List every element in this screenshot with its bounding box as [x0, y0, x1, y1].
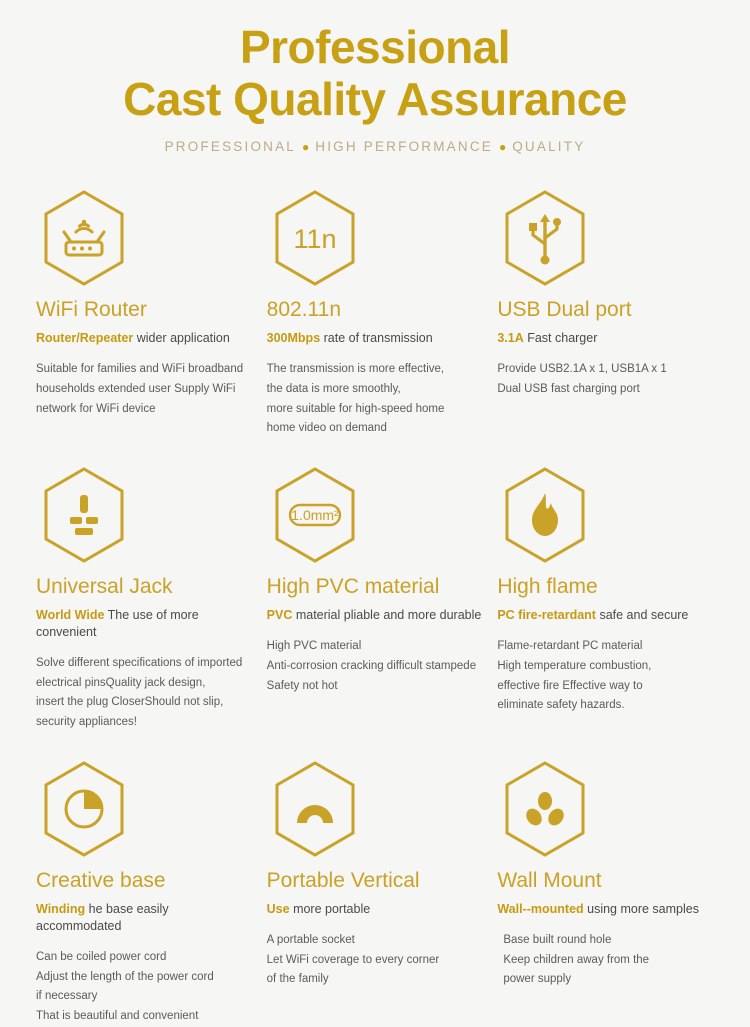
- subtitle-part-3: QUALITY: [512, 139, 586, 155]
- card-body-line: Solve different specifications of imported: [36, 656, 243, 669]
- card-body-line: Adjust the length of the power cord: [36, 970, 214, 983]
- card-body-line: the data is more smoothly,: [266, 382, 401, 395]
- card-subtitle: [497, 607, 716, 624]
- card-body-line: if necessary: [36, 990, 98, 1003]
- card-body-line: security appliances!: [36, 716, 137, 729]
- card-body: [497, 360, 716, 400]
- card-subtitle-rest: using more samples: [583, 902, 699, 917]
- card-body-line: effective fire Effective way to: [497, 679, 643, 692]
- wifi-router-icon: [38, 188, 130, 288]
- card-subtitle: [497, 330, 716, 347]
- universal-socket-icon: [38, 465, 130, 565]
- card-title: High PVC material: [266, 575, 440, 599]
- card-body-line: Flame-retardant PC material: [497, 640, 643, 653]
- card-body: [36, 654, 255, 733]
- card-title: Portable Vertical: [266, 868, 420, 892]
- card-subtitle-highlight: 300Mbps: [266, 331, 321, 346]
- card-subtitle-rest: wider application: [133, 331, 230, 346]
- card-body-line: High PVC material: [266, 640, 362, 653]
- subtitle-part-1: PROFESSIONAL: [164, 139, 297, 155]
- card-subtitle: [36, 607, 255, 641]
- usb-icon: [499, 188, 591, 288]
- wall-mount-icon: [499, 759, 591, 859]
- card-subtitle-highlight: Router/Repeater: [36, 331, 134, 346]
- cable-gauge-icon: [269, 465, 361, 565]
- card-body-line: network for WiFi device: [36, 402, 156, 415]
- card-body-line: Base built round hole: [503, 933, 612, 946]
- page-title-line2: Cast Quality Assurance: [123, 72, 627, 125]
- card-subtitle: [267, 330, 486, 347]
- card-subtitle: [36, 330, 255, 347]
- subtitle-separator-2: ●: [498, 140, 507, 155]
- card-body-line: eliminate safety hazards.: [497, 699, 625, 712]
- flame-icon: [499, 465, 591, 565]
- subtitle-part-2: HIGH PERFORMANCE: [315, 139, 493, 155]
- card-body-line: High temperature combustion,: [497, 659, 652, 672]
- feature-card: [265, 188, 486, 439]
- card-body-line: Let WiFi coverage to every corner: [266, 953, 440, 966]
- svg-text:1.0mm²: 1.0mm²: [290, 507, 339, 524]
- card-title: WiFi Router: [36, 298, 147, 322]
- card-subtitle: [267, 607, 486, 624]
- card-body: [503, 931, 716, 990]
- card-subtitle-rest: material pliable and more durable: [292, 608, 482, 623]
- card-body-line: Dual USB fast charging port: [497, 382, 640, 395]
- card-subtitle-rest: he base easily accommodated: [36, 902, 169, 933]
- svg-text:11n: 11n: [293, 224, 337, 255]
- card-body: [497, 637, 716, 716]
- card-body-line: Can be coiled power cord: [36, 950, 167, 963]
- card-subtitle-rest: safe and secure: [595, 608, 689, 623]
- feature-card: [495, 759, 716, 1027]
- feature-card: [265, 759, 486, 1027]
- card-subtitle-highlight: Wall--mounted: [497, 902, 584, 917]
- card-body-line: households extended user Supply WiFi: [36, 382, 236, 395]
- card-subtitle-highlight: PC fire-retardant: [497, 608, 596, 623]
- card-body-line: of the family: [266, 973, 329, 986]
- card-subtitle-highlight: World Wide: [36, 608, 105, 623]
- card-body: [267, 931, 486, 990]
- page-header: [0, 0, 750, 154]
- vertical-stand-icon: [269, 759, 361, 859]
- card-subtitle: [497, 901, 716, 918]
- card-subtitle-rest: The use of more convenient: [36, 608, 199, 640]
- card-subtitle-rest: more portable: [289, 902, 371, 917]
- feature-card: [34, 188, 255, 439]
- card-body-line: Suitable for families and WiFi broadband: [36, 363, 244, 375]
- page-subtitle: [0, 139, 750, 154]
- card-subtitle-highlight: Use: [266, 902, 290, 917]
- card-body-line: electrical pinsQuality jack design,: [36, 676, 206, 689]
- card-title: Wall Mount: [497, 868, 602, 892]
- card-subtitle-highlight: 3.1A: [497, 331, 524, 346]
- card-title: Universal Jack: [36, 575, 173, 599]
- feature-grid: [0, 188, 750, 1027]
- card-body-line: Anti-corrosion cracking difficult stampede: [266, 659, 477, 672]
- card-subtitle: [267, 901, 486, 918]
- card-body-line: A portable socket: [266, 933, 355, 946]
- card-body-line: home video on demand: [266, 422, 387, 435]
- card-body: [36, 948, 255, 1027]
- card-subtitle-highlight: PVC: [266, 608, 293, 623]
- card-subtitle-rest: rate of transmission: [320, 331, 433, 346]
- card-title: High flame: [497, 575, 598, 599]
- wifi-11n-icon: [269, 188, 361, 288]
- card-body: [267, 637, 486, 696]
- card-body-line: Provide USB2.1A x 1, USB1A x 1: [497, 363, 667, 375]
- card-body-line: insert the plug CloserShould not slip,: [36, 696, 224, 709]
- card-body-line: more suitable for high-speed home: [266, 402, 445, 415]
- card-title: USB Dual port: [497, 298, 632, 322]
- card-body: [267, 360, 486, 439]
- page-title-line1: Professional: [239, 21, 511, 73]
- feature-card: [34, 759, 255, 1027]
- card-body: [36, 360, 255, 419]
- card-title: Creative base: [36, 868, 166, 892]
- card-subtitle-highlight: Winding: [36, 902, 86, 917]
- card-subtitle: [36, 901, 255, 935]
- card-body-line: power supply: [503, 973, 572, 986]
- feature-card: [495, 465, 716, 733]
- feature-card: [265, 465, 486, 733]
- card-body-line: That is beautiful and convenient: [36, 1010, 199, 1023]
- cord-winder-icon: [38, 759, 130, 859]
- feature-card: [34, 465, 255, 733]
- card-body-line: The transmission is more effective,: [266, 363, 445, 375]
- card-title: 802.11n: [266, 298, 342, 322]
- feature-card: [495, 188, 716, 439]
- card-body-line: Safety not hot: [266, 679, 338, 692]
- subtitle-separator-1: ●: [302, 140, 310, 155]
- card-subtitle-rest: Fast charger: [523, 331, 598, 346]
- card-body-line: Keep children away from the: [503, 953, 650, 966]
